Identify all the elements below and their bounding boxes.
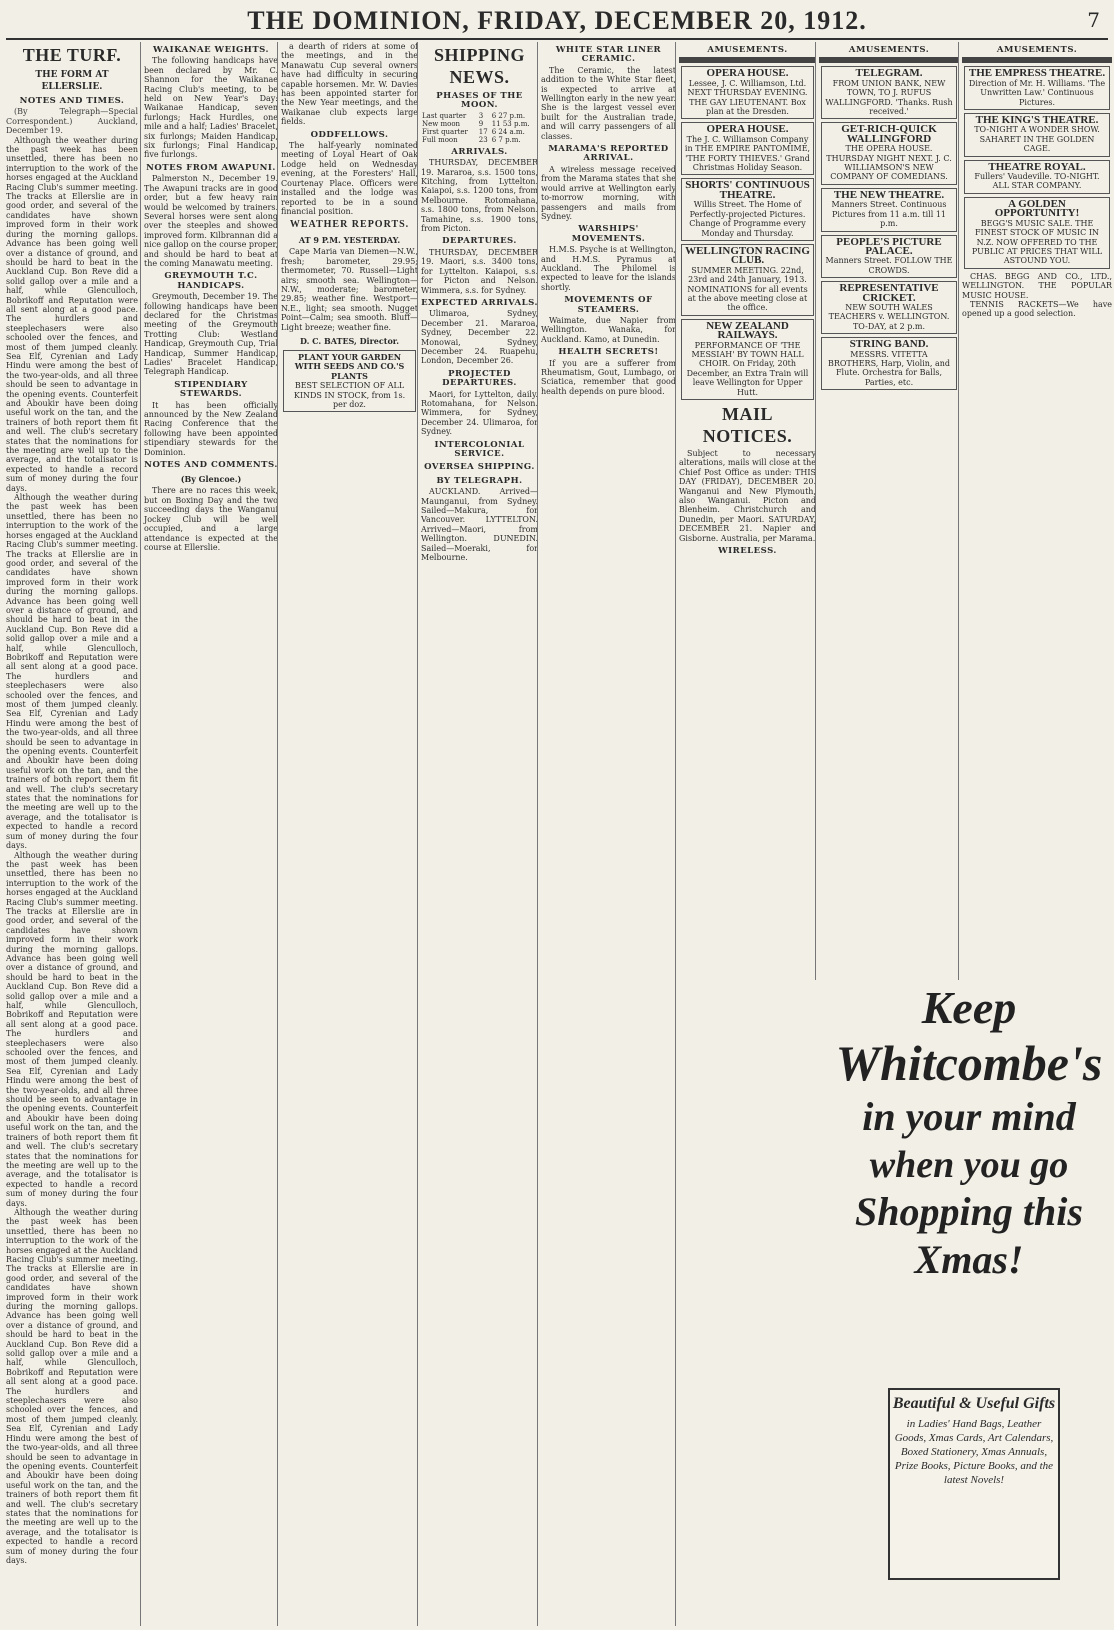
railways-ad xyxy=(681,319,814,400)
moon-row: Full moon 23 6 7 p.m. xyxy=(422,135,521,144)
moon-row: Last quarter 3 6 27 p.m. xyxy=(422,111,526,120)
telegraph-text: AUCKLAND. Arrived—Maunganui, from Sydney. Sailed—Makura, for Vancouver. LYTTELTON. Arrived—Maori, from Wellington. DUNEDIN. Sailed—Moeraki, for Melbourne. xyxy=(421,487,538,563)
warships-text: H.M.S. Psyche is at Wellington, and H.M.S. Pyramus at Auckland. The Philomel is expected to leave for the islands shortly. xyxy=(541,245,676,292)
theatre-royal-ad xyxy=(964,160,1110,194)
racing-club-ad xyxy=(681,244,814,316)
display-line-in-your-mind: in your mind xyxy=(862,1094,1076,1139)
comments-byline: (By Glencoe.) xyxy=(180,474,242,485)
theatre-royal-ad-text: Fullers' Vaudeville. TO-NIGHT. ALL STAR COMPANY. xyxy=(974,172,1100,191)
stewards-heading: STIPENDIARY STEWARDS. xyxy=(174,379,248,400)
turf-subheading: THE FORM AT ELLERSLIE. xyxy=(35,70,109,92)
kings-theatre-ad-text: TO-NIGHT A WONDER SHOW. SAHARET IN THE GOLDEN CAGE. xyxy=(974,125,1100,154)
racing-club-ad-text: SUMMER MEETING. 22nd, 23rd and 24th January, 1913. NOMINATIONS for all events at the above meeting close at the office. xyxy=(687,265,808,313)
column-amusements-2 xyxy=(815,42,959,980)
string-band-ad-title: STRING BAND. xyxy=(849,338,929,351)
weather-subheading: AT 9 P.M. YESTERDAY. xyxy=(298,235,401,246)
string-band-ad-text: MESSRS. VITETTA BROTHERS, Harp, Violin, and Flute. Orchestra for Balls, Parties, etc. xyxy=(827,349,951,387)
racing-club-ad-title: WELLINGTON RACING CLUB. xyxy=(685,244,810,267)
display-line-xmas: Xmas! xyxy=(914,1237,1024,1282)
masthead-title: THE DOMINION, FRIDAY, DECEMBER 20, 1912. xyxy=(247,6,867,35)
opera-house-ad-2-title: OPERA HOUSE. xyxy=(706,123,789,136)
peoples-palace-ad xyxy=(821,235,957,279)
oversea-heading: OVERSEA SHIPPING. xyxy=(424,462,535,473)
display-line-keep: Keep xyxy=(921,982,1017,1033)
ceramic-text: The Ceramic, the latest addition to the White Star fleet, is expected to arrive at Wellington early in the new year. She is the largest vessel ever built for the Australian trade, and will carry passengers of all classes. xyxy=(541,65,676,141)
wallingford-ad xyxy=(821,122,957,184)
greymouth-text: Greymouth, December 19. The following handicaps have been declared for the Christmas meeting of the Greymouth Trotting Club: Westland Handicap, Greymouth Cup, Trial Handicap, Summer Handicap, Ladies' Bracelet Handicap, Telegraph Handicap. xyxy=(144,292,278,377)
column-racing-notes xyxy=(277,42,418,1626)
whitcombes-display-ad xyxy=(830,982,1108,1302)
telegram-ad-text: FROM UNION BANK, NEW TOWN, TO J. RUFUS WALLINGFORD. 'Thanks. Rush received.' xyxy=(825,78,953,117)
arrivals-text: THURSDAY, DECEMBER 19. Mararoa, s.s. 1500 tons, Kitching, from Lyttelton. Kaiapoi, s.s. 1200 tons, from Melbourne. Rotomahana, s.s. 1800 tons, from Nelson. Tamahine, s.s. 1900 tons, from Picton. xyxy=(421,158,538,234)
amusements-bar-1 xyxy=(679,57,816,63)
steamers-text: Waimate, due Napier from Wellington. Wanaka, for Auckland. Kamo, at Dunedin. xyxy=(541,315,676,344)
railways-ad-title: NEW ZEALAND RAILWAYS. xyxy=(706,319,789,342)
moon-row: New moon 9 11 53 p.m. xyxy=(422,119,530,128)
waikanae-heading: WAIKANAE WEIGHTS. xyxy=(153,45,269,55)
health-heading: HEALTH SECRETS! xyxy=(558,347,659,358)
opera-house-ad-1-title: OPERA HOUSE. xyxy=(706,67,789,80)
awapuni-heading: NOTES FROM AWAPUNI. xyxy=(146,162,276,173)
stewards-text: It has been officially announced by the New Zealand Racing Conference that the following have been appointed stipendiary stewards for the Dominion. xyxy=(144,400,278,457)
moon-row: First quarter 17 6 24 a.m. xyxy=(422,127,525,136)
comments-heading: NOTES AND COMMENTS. xyxy=(144,460,278,471)
shorts-theatre-ad-title: SHORTS' CONTINUOUS THEATRE. xyxy=(685,179,810,201)
opera-house-ad-2 xyxy=(681,122,814,175)
cricket-ad-text: NEW SOUTH WALES TEACHERS v. WELLINGTON. TO-DAY, at 2 p.m. xyxy=(828,302,950,331)
waikanae-text: The following handicaps have been declared by Mr. C. Shannon for the Waikanae Racing Club's meeting, to be held on New Year's Day: Waikanae Handicap, seven furlongs; Hack Hurdles, one mile and a half; Ladies' Bracelet, six furlongs; Maiden Handicap, six furlongs; Final Handicap, five furlongs. xyxy=(144,56,278,160)
gifts-title: Beautiful & Useful Gifts xyxy=(892,1395,1056,1412)
turf-text-cont: Although the weather during the past week has been unsettled, there has been no interruption to the work of the horses engaged at the Auckland Racing Club's summer meeting. The tracks at Ellerslie are in good order, and several of the candidates have shown improved form in their work during the morning gallops. Advance has been going well over a distance of ground, and should be hard to beat in the Auckland Cup. Bon Reve did a solid gallop over a mile and a half, while Glenculloch, Bobrikoff and Reputation were all sent along at a good pace. The hurdlers and steeplechasers were also schooled over the fences, and most of them jumped cleanly. Sea Elf, Cyrenian and Lady Hindu were among the best of the two-year-olds, and all three should be seen to advantage in the opening events. Counterfeit and Aboukir have been doing useful work on the tan, and the trainers of both report them fit and well. The club's secretary states that the nominations for the meeting are well up to the average, and the totalisator is expected to handle a record sum of money during the four days. xyxy=(6,493,138,851)
comments-text: There are no races this week, but on Boxing Day and the two succeeding days the Wanganui Jockey Club will be well occupied, and a large attendance is expected at the course at Ellerslie. xyxy=(144,486,278,552)
warships-heading: WARSHIPS' MOVEMENTS. xyxy=(571,224,646,244)
telegram-ad-title: TELEGRAM. xyxy=(855,67,923,80)
new-theatre-ad xyxy=(821,188,957,232)
new-theatre-ad-text: Manners Street. Continuous Pictures from 11 a.m. till 11 p.m. xyxy=(831,200,947,229)
column-shipping xyxy=(417,42,538,1626)
ceramic-heading: WHITE STAR LINER CERAMIC. xyxy=(555,45,662,65)
column-shipping-notes xyxy=(537,42,676,1626)
turf-notes-heading: NOTES AND TIMES. xyxy=(19,96,125,106)
racing-notes-text: a dearth of riders at some of the meetings, and in the Manawatu Cup several owners have had difficulty in securing capable horsemen. Mr. W. Davies has been appointed starter for the New Year meetings, and the Waikanae club expects large fields. xyxy=(281,42,418,127)
turf-text-cont-3: Although the weather during the past week has been unsettled, there has been no interruption to the work of the horses engaged at the Auckland Racing Club's summer meeting. The tracks at Ellerslie are in good order, and several of the candidates have shown improved form in their work during the morning gallops. Advance has been going well over a distance of ground, and should be hard to beat in the Auckland Cup. Bon Reve did a solid gallop over a mile and a half, while Glenculloch, Bobrikoff and Reputation were all sent along at a good pace. The hurdlers and steeplechasers were also schooled over the fences, and most of them jumped cleanly. Sea Elf, Cyrenian and Lady Hindu were among the best of the two-year-olds, and all three should be seen to advantage in the opening events. Counterfeit and Aboukir have been doing useful work on the tan, and the trainers of both report them fit and well. The club's secretary states that the nominations for the meeting are well up to the average, and the totalisator is expected to handle a record sum of money during the four days. xyxy=(6,1207,138,1565)
tennis-ad-text: TENNIS RACKETS—We have opened up a good selection. xyxy=(962,299,1112,319)
string-band-ad xyxy=(821,337,957,390)
turf-text-cont-2: Although the weather during the past week has been unsettled, there has been no interruption to the work of the horses engaged at the Auckland Racing Club's summer meeting. The tracks at Ellerslie are in good order, and several of the candidates have shown improved form in their work during the morning gallops. Advance has been going well over a distance of ground, and should be hard to beat in the Auckland Cup. Bon Reve did a solid gallop over a mile and a half, while Glenculloch, Bobrikoff and Reputation were all sent along at a good pace. The hurdlers and steeplechasers were also schooled over the fences, and most of them jumped cleanly. Sea Elf, Cyrenian and Lady Hindu were among the best of the two-year-olds, and all three should be seen to advantage in the opening events. Counterfeit and Aboukir have been doing useful work on the tan, and the trainers of both report them fit and well. The club's secretary states that the nominations for the meeting are well up to the average, and the totalisator is expected to handle a record sum of money during the four days. xyxy=(6,850,138,1208)
moon-phases-heading: PHASES OF THE MOON. xyxy=(436,91,523,111)
projected-heading: PROJECTED DEPARTURES. xyxy=(442,368,517,389)
garden-ad-title: PLANT YOUR GARDEN WITH SEEDS AND CO.'S PLANTS xyxy=(294,351,405,381)
mail-notices-text: Subject to necessary alterations, mails will close at the Chief Post Office as under: THIS DAY (FRIDAY), DECEMBER 20. Wanganui and New Plymouth, also Wanganui. Picton and Blenheim. Christchurch and Dunedin, per Maori. SATURDAY, DECEMBER 21. Napier and Gisborne. Australia, per Marama. xyxy=(679,449,816,543)
column-amusements-1 xyxy=(675,42,816,1626)
expected-heading: EXPECTED ARRIVALS. xyxy=(421,297,538,308)
amusements-heading-1: AMUSEMENTS. xyxy=(707,45,788,55)
weather-text: Cape Maria van Diemen—N.W., fresh; barometer, 29.95; thermometer, 70. Russell—Light airs; smooth sea. Wellington—N.W., moderate; barometer, 29.85; weather fine. Westport—N.E., light; sea smooth. Nugget Point—Calm; sea smooth. Bluff—Light breeze; weather fine. xyxy=(281,247,418,332)
kings-theatre-ad xyxy=(964,113,1110,157)
empress-theatre-ad-title: THE EMPRESS THEATRE. xyxy=(968,67,1106,80)
moon-phases-table xyxy=(421,112,538,144)
music-sale-ad-title: A GOLDEN OPPORTUNITY! xyxy=(994,197,1080,220)
weather-heading: WEATHER REPORTS. xyxy=(289,219,410,231)
turf-heading: THE TURF. xyxy=(22,45,122,65)
telegraph-heading: BY TELEGRAPH. xyxy=(436,475,523,486)
awapuni-text: Palmerston N., December 19. The Awapuni tracks are in good order, but a few heavy rain would be welcomed by trainers. Several horses were sent along over the steeples and showed improved form. Kilbrannan did a nice gallop on the course proper, and should be hard to beat at the coming Manawatu meeting. xyxy=(144,174,278,268)
turf-byline: (By Telegraph—Special Correspondent.) Auckland, December 19. xyxy=(6,107,138,136)
display-line-whitcombes: Whitcombe's xyxy=(835,1035,1103,1091)
masthead-rule xyxy=(6,38,1108,40)
garden-ad-text: BEST SELECTION OF ALL KINDS IN STOCK, from 1s. per doz. xyxy=(293,381,406,409)
steamers-heading: MOVEMENTS OF STEAMERS. xyxy=(564,295,653,315)
amusements-heading-2: AMUSEMENTS. xyxy=(848,45,930,55)
column-turf xyxy=(6,42,138,1626)
shipping-heading: SHIPPING NEWS. xyxy=(433,45,525,87)
departures-heading: DEPARTURES. xyxy=(442,236,517,247)
opera-house-ad-2-text: The J. C. Williamson Company in THE EMPIRE PANTOMIME, 'THE FORTY THIEVES.' Grand Christmas Holiday Season. xyxy=(684,134,811,173)
new-theatre-ad-title: THE NEW THEATRE. xyxy=(833,188,945,201)
telegram-ad xyxy=(821,66,957,119)
amusements-heading-3: AMUSEMENTS. xyxy=(996,45,1078,55)
expected-text: Ulimaroa, Sydney, December 21. Mararoa, Sydney, December 22. Monowai, Sydney, December 24. Ruapehu, London, December 26. xyxy=(421,309,538,366)
cricket-ad xyxy=(821,281,957,334)
gifts-body: in Ladies' Hand Bags, Leather Goods, Xmas Cards, Art Calendars, Boxed Stationery, Xmas Annuals, Prize Books, Picture Books, and the latest Novels! xyxy=(894,1418,1054,1486)
column-amusements-3 xyxy=(958,42,1112,980)
amusements-bar-3 xyxy=(962,57,1112,63)
projected-text: Maori, for Lyttelton, daily. Rotomahana, for Nelson. Wimmera, for Sydney, December 24. Ulimaroa, for Sydney. xyxy=(421,389,538,437)
opera-house-ad-1 xyxy=(681,66,814,119)
amusements-bar-2 xyxy=(819,57,959,63)
begg-ad-text: CHAS. BEGG AND CO., LTD., WELLINGTON. THE POPULAR MUSIC HOUSE. xyxy=(962,271,1112,300)
turf-text: Although the weather during the past week has been unsettled, there has been no interruption to the work of the horses engaged at the Auckland Racing Club's summer meeting. The tracks at Ellerslie are in good order, and several of the candidates have shown improved form in their work during the morning gallops. Advance has been going well over a distance of ground, and should be hard to beat in the Auckland Cup. Bon Reve did a solid gallop over a mile and a half, while Glenculloch, Bobrikoff and Reputation were all sent along at a good pace. The hurdlers and steeplechasers were also schooled over the fences, and most of them jumped cleanly. Sea Elf, Cyrenian and Lady Hindu were among the best of the two-year-olds, and all three should be seen to advantage in the opening events. Counterfeit and Aboukir have been doing useful work on the tan, and the trainers of both report them fit and well. The club's secretary states that the nominations for the meeting are well up to the average, and the totalisator is expected to handle a record sum of money during the four days. xyxy=(6,135,138,493)
arrivals-heading: ARRIVALS. xyxy=(451,146,508,157)
empress-theatre-ad xyxy=(964,66,1110,110)
display-line-when-you-go: when you go xyxy=(869,1144,1069,1186)
gifts-box xyxy=(888,1388,1060,1580)
wallingford-ad-text: THE OPERA HOUSE. THURSDAY NIGHT NEXT. J. C. WILLIAMSON'S NEW COMPANY OF COMEDIANS. xyxy=(826,144,952,182)
greymouth-heading: GREYMOUTH T.C. HANDICAPS. xyxy=(164,271,258,291)
mail-notices-heading: MAIL NOTICES. xyxy=(702,404,793,446)
oddfellows-text: The half-yearly nominated meeting of Loyal Heart of Oak Lodge held on Wednesday evening, at the Foresters' Hall, Courtenay Place. Officers were installed and the lodge was reported to be in a sound financial position. xyxy=(281,141,418,216)
marama-text: A wireless message received from the Marama states that she would arrive at Wellington early to-morrow morning, with passengers and mails from Sydney. xyxy=(541,164,676,221)
shorts-theatre-ad-text: Willis Street. The Home of Perfectly-projected Pictures. Change of Programme every Monday and Thursday. xyxy=(689,200,806,238)
music-sale-ad xyxy=(964,197,1110,269)
kings-theatre-ad-title: THE KING'S THEATRE. xyxy=(975,114,1099,127)
departures-text: THURSDAY, DECEMBER 19. Maori, s.s. 3400 tons, for Lyttelton. Kaiapoi, s.s. for Picton and Nelson. Wimmera, s.s. for Sydney. xyxy=(421,247,538,295)
wallingford-ad-title: GET-RICH-QUICK WALLINGFORD xyxy=(841,123,937,145)
opera-house-ad-1-text: Lessee, J. C. Williamson, Ltd. NEXT THURSDAY EVENING. THE GAY LIEUTENANT. Box plan at the Dresden. xyxy=(687,78,808,117)
intercolonial-heading: INTERCOLONIAL SERVICE. xyxy=(434,439,525,459)
peoples-palace-ad-title: PEOPLE'S PICTURE PALACE. xyxy=(836,235,942,257)
page-number: 7 xyxy=(1087,8,1100,32)
masthead xyxy=(0,0,1114,40)
health-text: If you are a sufferer from Rheumatism, Gout, Lumbago, or Sciatica, remember that good health depends on pure blood. xyxy=(541,358,676,396)
music-sale-ad-text: BEGG'S MUSIC SALE. THE FINEST STOCK OF MUSIC IN N.Z. NOW OFFERED TO THE PUBLIC AT PRICES THAT WILL ASTOUND YOU. xyxy=(971,218,1103,266)
cricket-ad-title: REPRESENTATIVE CRICKET. xyxy=(839,282,939,304)
display-line-shopping-this: Shopping this xyxy=(855,1189,1083,1234)
oddfellows-heading: ODDFELLOWS. xyxy=(310,129,389,140)
marama-heading: MARAMA'S REPORTED ARRIVAL. xyxy=(548,144,669,164)
column-weights xyxy=(140,42,278,1626)
empress-theatre-ad-text: Direction of Mr. H. Williams. 'The Unwritten Law.' Continuous Pictures. xyxy=(968,78,1106,107)
theatre-royal-ad-title: THEATRE ROYAL. xyxy=(988,160,1086,173)
railways-ad-text: PERFORMANCE OF 'THE MESSIAH' BY TOWN HALL CHOIR. On Friday, 20th December, an Extra Train will leave Wellington for Upper Hutt. xyxy=(686,340,809,397)
shorts-theatre-ad xyxy=(681,178,814,240)
wireless-heading: WIRELESS. xyxy=(718,546,777,557)
garden-ad xyxy=(283,350,416,412)
peoples-palace-ad-text: Manners Street. FOLLOW THE CROWDS. xyxy=(825,256,953,275)
weather-signature: D. C. BATES, Director. xyxy=(299,335,400,346)
